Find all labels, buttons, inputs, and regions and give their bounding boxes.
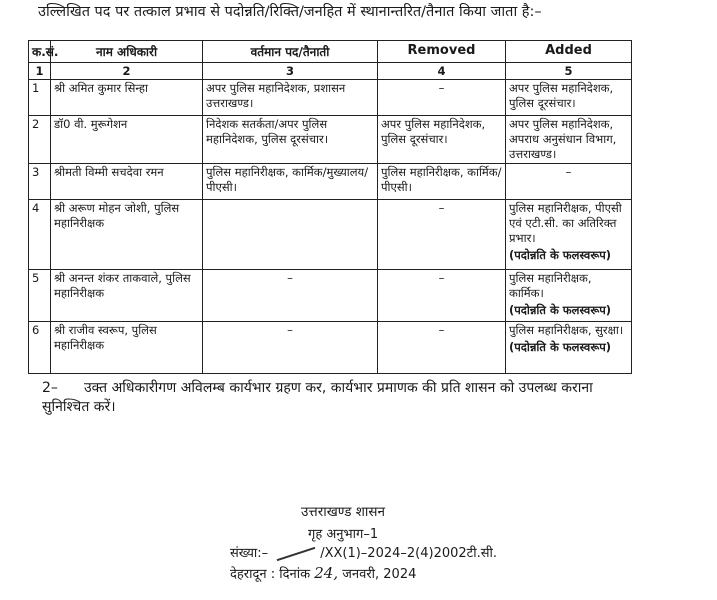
table-row xyxy=(29,322,632,374)
row-sn: 6 xyxy=(29,322,51,374)
row-removed: पुलिस महानिरीक्षक, कार्मिक/पीएसी। xyxy=(378,164,506,200)
row-added: पुलिस महानिरीक्षक, कार्मिक। xyxy=(509,271,592,300)
column-number: 1 xyxy=(29,63,51,80)
row-added: पुलिस महानिरीक्षक, पीएसी एवं एटी.सी. का अतिरिक्त प्रभार। xyxy=(509,201,622,245)
row-sn: 3 xyxy=(29,164,51,200)
table-row xyxy=(29,270,632,322)
header-removed: Removed xyxy=(378,41,506,63)
row-sn: 5 xyxy=(29,270,51,322)
govt-name: उत्तराखण्ड शासन xyxy=(301,504,386,520)
column-number-row xyxy=(29,63,632,80)
reference-value: /XX(1)–2024–2(4)2002टी.सी. xyxy=(320,546,497,561)
row-current: – xyxy=(203,322,378,374)
table-row xyxy=(29,116,632,164)
date-month-year: जनवरी, 2024 xyxy=(342,567,417,582)
column-number: 2 xyxy=(51,63,203,80)
header-sn: क.सं. xyxy=(29,41,51,63)
row-name: श्री अरूण मोहन जोशी, पुलिस महानिरीक्षक xyxy=(51,200,203,270)
row-added: पुलिस महानिरीक्षक, सुरक्षा। xyxy=(509,323,624,337)
promotion-note: (पदोन्नति के फलस्वरूप) xyxy=(509,248,612,262)
row-name: डॉ0 वी. मुरूगेशन xyxy=(51,116,203,164)
row-current: निदेशक सतर्कता/अपर पुलिस महानिदेशक, पुलिस दूरसंचार। xyxy=(203,116,378,164)
row-sn: 4 xyxy=(29,200,51,270)
row-current: पुलिस महानिरीक्षक, कार्मिक/मुख्यालय/पीएसी। xyxy=(203,164,378,200)
instruction-paragraph xyxy=(42,379,632,417)
row-current: – xyxy=(203,270,378,322)
row-added-cell xyxy=(506,322,632,374)
table-row xyxy=(29,200,632,270)
row-added: अपर पुलिस महानिदेशक, अपराध अनुसंधान विभाग, उत्तराखण्ड। xyxy=(506,116,632,164)
row-added: – xyxy=(506,164,632,200)
row-removed: अपर पुलिस महानिदेशक, पुलिस दूरसंचार। xyxy=(378,116,506,164)
reference-label: संख्या:– xyxy=(230,546,269,561)
row-name: श्री राजीव स्वरूप, पुलिस महानिरीक्षक xyxy=(51,322,203,374)
paragraph-number: 2– xyxy=(42,380,58,396)
row-removed: – xyxy=(378,200,506,270)
officers-table xyxy=(28,40,632,374)
intro-text: उल्लिखित पद पर तत्काल प्रभाव से पदोन्नति/रिक्ति/जनहित में स्थानान्तरित/तैनात किया जाता है:– xyxy=(38,4,542,20)
column-number: 3 xyxy=(203,63,378,80)
column-number: 4 xyxy=(378,63,506,80)
column-number: 5 xyxy=(506,63,632,80)
row-sn: 1 xyxy=(29,80,51,116)
table-row xyxy=(29,80,632,116)
intro-paragraph xyxy=(38,4,678,21)
row-removed: – xyxy=(378,270,506,322)
row-current: अपर पुलिस महानिदेशक, प्रशासन उत्तराखण्ड। xyxy=(203,80,378,116)
row-added-cell xyxy=(506,270,632,322)
row-name: श्रीमती विम्मी सचदेवा रमन xyxy=(51,164,203,200)
row-name: श्री अमित कुमार सिन्हा xyxy=(51,80,203,116)
header-added: Added xyxy=(506,41,632,63)
place-date-label: देहरादून : दिनांक xyxy=(230,567,311,582)
table-header-row xyxy=(29,41,632,63)
table-row xyxy=(29,164,632,200)
row-removed: – xyxy=(378,322,506,374)
header-current: वर्तमान पद/तैनाती xyxy=(203,41,378,63)
handwritten-mark xyxy=(277,546,316,560)
reference-number xyxy=(230,543,497,561)
row-current xyxy=(203,200,378,270)
row-added: अपर पुलिस महानिदेशक, पुलिस दूरसंचार। xyxy=(506,80,632,116)
department-name: गृह अनुभाग–1 xyxy=(308,527,379,542)
handwritten-date-day: 24, xyxy=(314,564,339,582)
row-sn: 2 xyxy=(29,116,51,164)
paragraph-text: उक्त अधिकारीगण अविलम्ब कार्यभार ग्रहण कर, कार्यभार प्रमाणक की प्रति शासन को उपलब्ध कराना सुनिश्चित करें। xyxy=(42,380,593,415)
row-added-cell xyxy=(506,200,632,270)
row-removed: – xyxy=(378,80,506,116)
header-name: नाम अधिकारी xyxy=(51,41,203,63)
row-name: श्री अनन्त शंकर ताकवाले, पुलिस महानिरीक्षक xyxy=(51,270,203,322)
place-date-line xyxy=(230,564,416,582)
promotion-note: (पदोन्नति के फलस्वरूप) xyxy=(509,340,612,354)
promotion-note: (पदोन्नति के फलस्वरूप) xyxy=(509,303,612,317)
